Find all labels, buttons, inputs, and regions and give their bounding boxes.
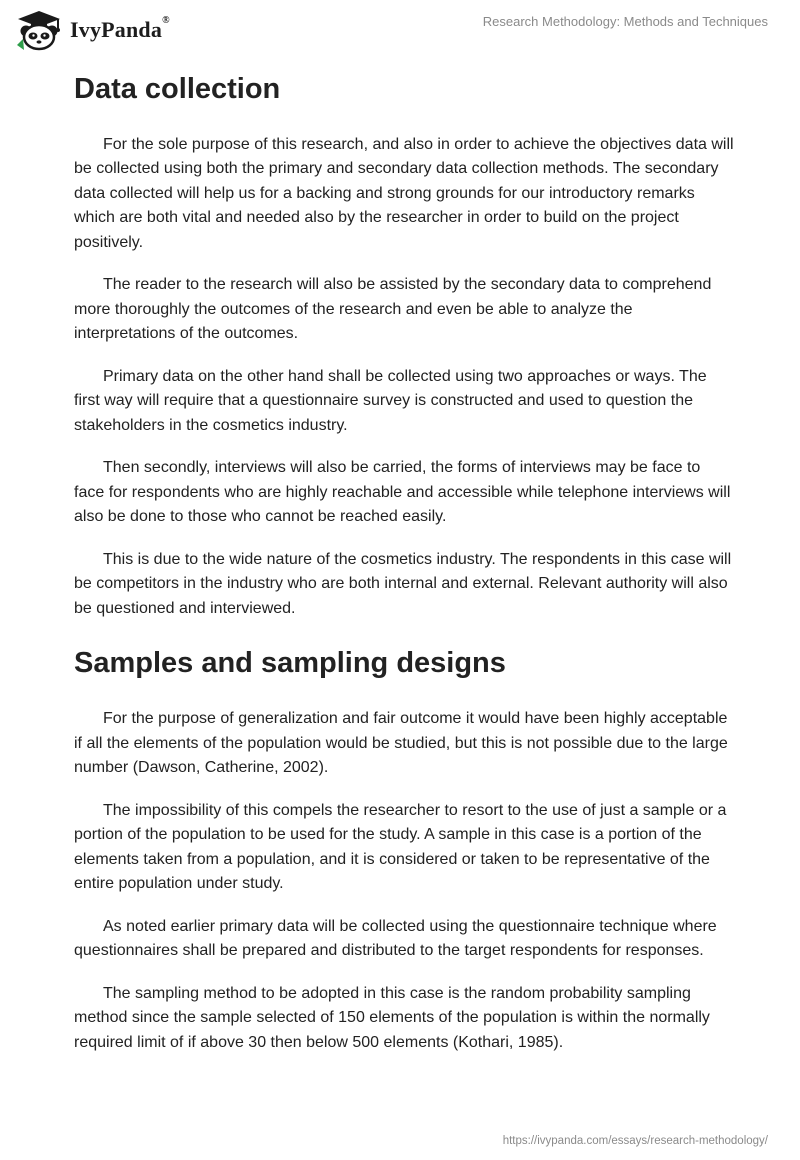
document-title: Research Methodology: Methods and Techniques <box>482 14 768 29</box>
section-heading-data-collection: Data collection <box>74 73 281 105</box>
section-heading-samples: Samples and sampling designs <box>74 647 506 680</box>
logo[interactable] <box>14 9 170 51</box>
article-body <box>74 70 734 1055</box>
page-header <box>0 0 800 64</box>
paragraph: This is due to the wide nature of the cosmetics industry. The respondents in this case will be competitors in the industry who are both internal and external. Relevant authority will also be questioned and interviewed. <box>74 550 732 617</box>
paragraph: The impossibility of this compels the researcher to resort to the use of just a sample or a portion of the population to be used for the study. A sample in this case is a portion of the elements taken from a population, and it is considered or taken to be representative of the entire population under study. <box>74 801 727 893</box>
paragraph: Primary data on the other hand shall be collected using two approaches or ways. The first way will require that a questionnaire survey is constructed and used to question the stakeholders in the cosmetics industry. <box>74 367 707 434</box>
paragraph: For the purpose of generalization and fair outcome it would have been highly acceptable if all the elements of the population would be studied, but this is not possible due to the large number (Dawson, Catherine, 2002). <box>74 710 728 777</box>
paragraph: As noted earlier primary data will be collected using the questionnaire technique where questionnaires shall be prepared and distributed to the target respondents for responses. <box>74 917 717 960</box>
section-samples <box>74 707 734 1055</box>
paragraph: For the sole purpose of this research, and also in order to achieve the objectives data will be collected using both the primary and secondary data collection methods. The secondary data collected will help us for a backing and strong grounds for our introductory remarks which are both vital and needed also by the researcher in order to build on the project positively. <box>74 135 734 251</box>
paragraph: The reader to the research will also be assisted by the secondary data to comprehend more thoroughly the outcomes of the research and even be able to analyze the interpretations of the outcomes. <box>74 276 712 343</box>
paragraph: The sampling method to be adopted in this case is the random probability sampling method since the sample selected of 150 elements of the population is within the normally required limit of if above 30 then below 500 elements (Kothari, 1985). <box>74 984 710 1051</box>
paragraph: Then secondly, interviews will also be carried, the forms of interviews may be face to face for respondents who are highly reachable and accessible while telephone interviews will also be done to those who cannot be reached easily. <box>74 459 731 526</box>
brand-name: IvyPanda® <box>70 15 170 42</box>
panda-graduate-icon <box>14 9 64 51</box>
source-url[interactable]: https://ivypanda.com/essays/research-methodology/ <box>502 1135 768 1147</box>
section-data-collection <box>74 133 734 622</box>
